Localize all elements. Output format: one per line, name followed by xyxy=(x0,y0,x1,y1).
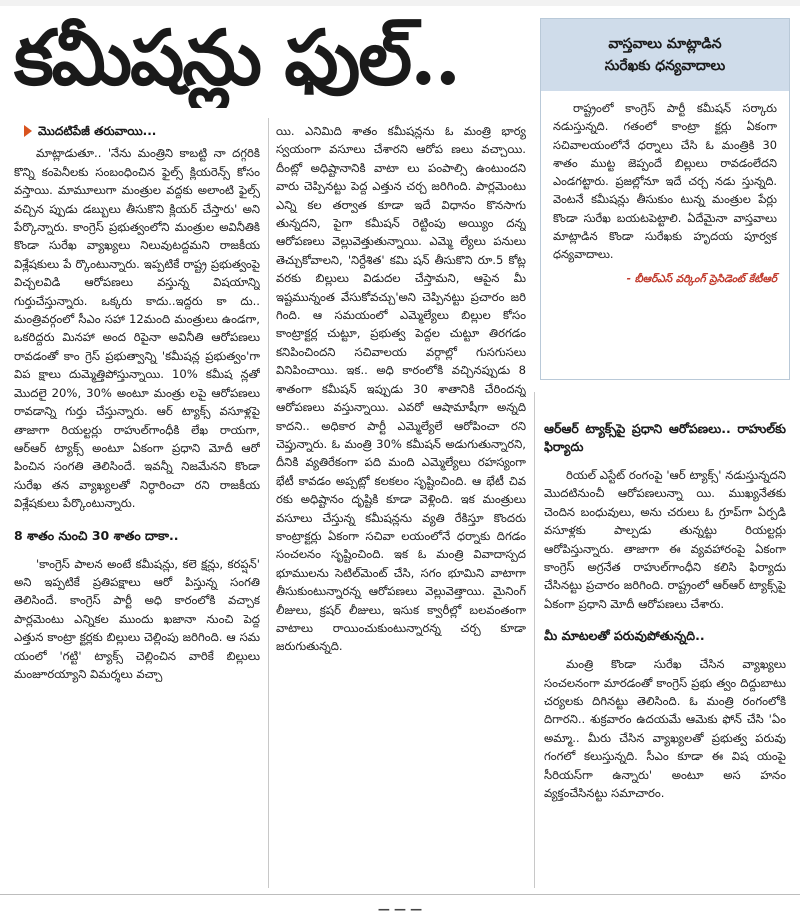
top-strip xyxy=(0,0,800,6)
jump-line xyxy=(14,122,260,140)
headline: కమీషన్లు ఫుల్.. xyxy=(14,13,460,102)
jump-label: మొదటిపేజీ తరువాయి... xyxy=(38,124,157,138)
quote-box-title-line: సురేఖకు ధన్యవాదాలు xyxy=(604,58,726,74)
subheading: మీ మాటలతో పరువుపోతున్నది.. xyxy=(544,628,705,644)
article-column-3 xyxy=(544,420,786,890)
column-divider xyxy=(268,118,269,888)
bottom-rule xyxy=(0,894,800,895)
paragraph: రియల్ ఎస్టేట్ రంగంపై 'ఆర్ ట్యాక్స్' నడుస్తున్నదని మొదటినుంచీ ఆరోపణలున్నా యి. ముఖ్యనేతకు చెందిన బంధువులు, అను చరులు ఓ గ్రూప్‌గా ఏర్పడి వసూళ్లకు పాల్పడు తున్నట్టు రియల్టర్లు ఆరోపిస్తున్నారు. తాజాగా ఈ వ్యవహారంపై ఏకంగా కాంగ్రెస్ అగ్రనేత రాహుల్‌గాంధీని కలిసి ఫిర్యాదు చేసినట్టు ప్రచారం జరిగింది. రాష్ట్రంలో ఆర్ఆర్ ట్యాక్స్‌పై ఏకంగా ప్రధాని మోదీ ఆరోపణలు చేశారు. xyxy=(544,468,786,611)
quote-text: రాష్ట్రంలో కాంగ్రెస్ పార్టీ కమీషన్ సర్కారు నడుస్తున్నది. గతంలో కాంట్రా క్టర్లు ఏకంగా సచివాలయంలోనే ధర్నాలు చేసి ఓ మంత్రికి 30 శాతం ముట్ట జెప్పందే బిల్లులు రావడంలేదని ఎండగట్టారు. ప్రజల్లోనూ ఇదే చర్చ నడు స్తున్నది. వెంటనే కమీషన్లు తీసుకుం టున్న మంత్రుల పేర్లు కొండా సురేఖ బయటపెట్టాలి. ఏదేమైనా వాస్తవాలు మాట్లాడిన కొండా సురేఖకు హృదయ పూర్వక ధన్యవాదాలు. xyxy=(553,101,777,262)
quote-box-title-line: వాస్తవాలు మాట్లాడిన xyxy=(608,36,722,52)
quote-box-title xyxy=(541,19,789,91)
column-divider xyxy=(534,392,535,888)
next-article-fragment: — — — xyxy=(377,902,423,916)
article-column-2 xyxy=(276,122,526,890)
quote-box-body xyxy=(541,91,789,288)
paragraph: యి. ఎనిమిది శాతం కమీషన్లను ఓ మంత్రి భార్య స్వయంగా వసూలు చేశారని ఆరోప ణలు వచ్చాయి. దీంట్లో అధిష్టానానికి వాటా లు పంపాల్సి ఉంటుందని వారు చెప్పినట్టు పెద్ద ఎత్తున చర్చ జరిగింది. పార్లమెంటు ఎన్ని కల తర్వాత కూడా ఇదే విధానం కొనసాగు తున్నదని, పైగా కమీషన్ రెట్టింపు అయ్యిం దన్న ఆరోపణలు వెల్లువెత్తుతున్నాయి. ఎమ్మె ల్యేలు పనులు తెచ్చుకోవాలని, 'నిర్దేశిత' కమి షన్ తీసుకొని రూ.5 కోట్ల వరకు బిల్లులు విడుదల చేస్తామని, ఆపైన మీ ఇష్టమున్నంత వేసుకోవచ్చు'అని చెప్పినట్టు ప్రచారం జరి గింది. ఆ సమయంలో ఎమ్మెల్యేలు బిల్లుల కోసం కాంట్రాక్టర్ల చుట్టూ, ప్రభుత్వ పెద్దల చుట్టూ తిరగడం కనిపించిందని సచివాలయ వర్గాల్లో గుసగుసలు వినిపించాయి. ఇక.. అధి కారంలోకి వచ్చినప్పుడు 8 శాతంగా కమీషన్ ఇప్పుడు 30 శాతానికి చేరిందన్న ఆరోపణలు వస్తున్నాయి. ఎవరో ఆషామాషీగా అన్నది కాదని.. అధికార పార్టీ ఎమ్మెల్యేలే ఆరోపించా రని చెప్తున్నారు. ఓ మంత్రి 30% కమీషన్ అడుగుతున్నారని, దీనికి వ్యతిరేకంగా పది మంది ఎమ్మెల్యేలు రహస్యంగా భేటీ కావడం అప్పట్లో కలకలం సృష్టించింది. ఆ భేటీ చివ రకు అధిష్టానం దృష్టికి కూడా వెళ్లింది. ఇక మంత్రులు వసూలు చేస్తున్న కమీషన్లను వ్యతి రేకిస్తూ కొందరు కాంట్రాక్టర్లు ఏకంగా సచివా లయంలోనే ధర్నాకు దిగడం సంచలనం సృష్టించింది. ఇక ఓ మంత్రి వివాదాస్పద భూములను సెటిల్‌మెంట్ చేసి, సగం భూమిని వాటాగా తీసుకుంటున్నారన్న ఆరోపణలు వెల్లువెత్తాయి. మైనింగ్ లీజులు, క్రషర్ లీజులు, ఇసుక క్వారీల్లో బలవంతంగా వాటాలు రాయించుకుంటున్నారన్న చర్చ కూడా జరుగుతున్నది. xyxy=(276,124,526,654)
paragraph: మంత్రి కొండా సురేఖ చేసిన వ్యాఖ్యలు సంచలనంగా మారడంతో కాంగ్రెస్ ప్రభు త్వం దిద్దుబాటు చర్యలకు దిగినట్టు తెలిసింది. ఓ మంత్రి రంగంలోకి దిగారని.. శుక్రవారం ఉదయమే ఆమెకు ఫోన్ చేసి 'ఏం అమ్మా.. మీరు చేసిన వ్యాఖ్యలతో ప్రభుత్వ పరువు గంగలో కలుస్తున్నది. సీఎం కూడా ఈ విష యంపై సీరియస్‌గా ఉన్నారు' అంటూ అస హనం వ్యక్తంచేసినట్టు సమాచారం. xyxy=(544,657,786,801)
article-column-1 xyxy=(14,122,260,882)
subheading: 8 శాతం నుంచి 30 శాతం దాకా.. xyxy=(14,527,179,543)
paragraph: మాట్లాడుతూ.. 'నేను మంత్రిని కాబట్టి నా దగ్గరికి కొన్ని కంపెనీలకు సంబంధించిన ఫైల్స్ క్లియరెన్స్ కోసం వస్తాయి. మామూలుగా మంత్రుల వద్దకు అలాంటి ఫైల్స్ వచ్చిన ప్పుడు డబ్బులు తీసుకొని క్లియర్ చేస్తారు' అని పేర్కొన్నారు. కాంగ్రెస్ ప్రభుత్వంలోని మంత్రుల అవినీతికి కొండా సురేఖ వ్యాఖ్యలు నిలువుటద్దమని రాజకీయ విశ్లేషకులు పే ర్కొంటున్నారు. ఇప్పటికే రాష్ట్ర ప్రభుత్వంపై విచ్చలవిడి ఆరోపణలు వస్తున్న విషయాన్ని గుర్తుచేస్తున్నారు. ఒక్కరు కాదు..ఇద్దరు కా దు.. మంత్రివర్గంలో సీఎం సహా 12మంది మంత్రులు ఉండగా, ఒకరిద్దరు మినహా అంద రిపైనా అవినీతి ఆరోపణలు రావడంతో కాం గ్రెస్ ప్రభుత్వాన్ని 'కమీషన్ల ప్రభుత్వం'గా విప క్షాలు దుమ్మెత్తిపోస్తున్నాయి. 10% కమీష న్లతో మొదలై 20%, 30% అంటూ మంత్రు లపై ఆరోపణలు రావడాన్ని గుర్తు చేస్తున్నారు. ఆర్ ట్యాక్స్ వసూళ్లపై తాజాగా రియల్టర్లు రాహుల్‌గాంధీకి లేఖ రాయగా, ఆర్ఆర్ ట్యాక్స్ అంటూ ఏకంగా ప్రధాని మోదీ ఆరో పించిన సంగతి తెలిసిందే. ఇవన్నీ నిజమేనని కొండా సురేఖ తన వ్యాఖ్యలతో నిర్ధారించా రని రాజకీయ విశ్లేషకులు పేర్కొంటున్నారు. xyxy=(14,146,260,511)
subheading: ఆర్ఆర్ ట్యాక్స్‌పై ప్రధాని ఆరోపణలు.. రాహుల్‌కు ఫిర్యాదు xyxy=(544,421,786,454)
quote-byline: - బీఆర్ఎస్ వర్కింగ్ ప్రెసిడెంట్ కేటీఆర్ xyxy=(626,272,777,285)
paragraph: 'కాంగ్రెస్ పాలన అంటే కమీషన్లు, కలె క్షన్లు, కరప్షన్' అని ఇప్పటికే ప్రతిపక్షాలు ఆరో పిస్తున్న సంగతి తెలిసిందే. కాంగ్రెస్ పార్టీ అధి కారంలోకి వచ్చాక పార్లమెంటు ఎన్నికల ముందు ఖజానా నుంచి పెద్ద ఎత్తున కాంట్రా క్టర్లకు బిల్లులు చెల్లింపు జరిగింది. ఆ సమ యంలో 'గట్టి' ట్యాక్స్ చెల్లించిన వారికే బిల్లులు మంజూరయ్యాని విమర్శలు వచ్చా xyxy=(14,556,260,681)
triangle-arrow-icon xyxy=(24,125,32,137)
quote-box xyxy=(540,18,790,380)
